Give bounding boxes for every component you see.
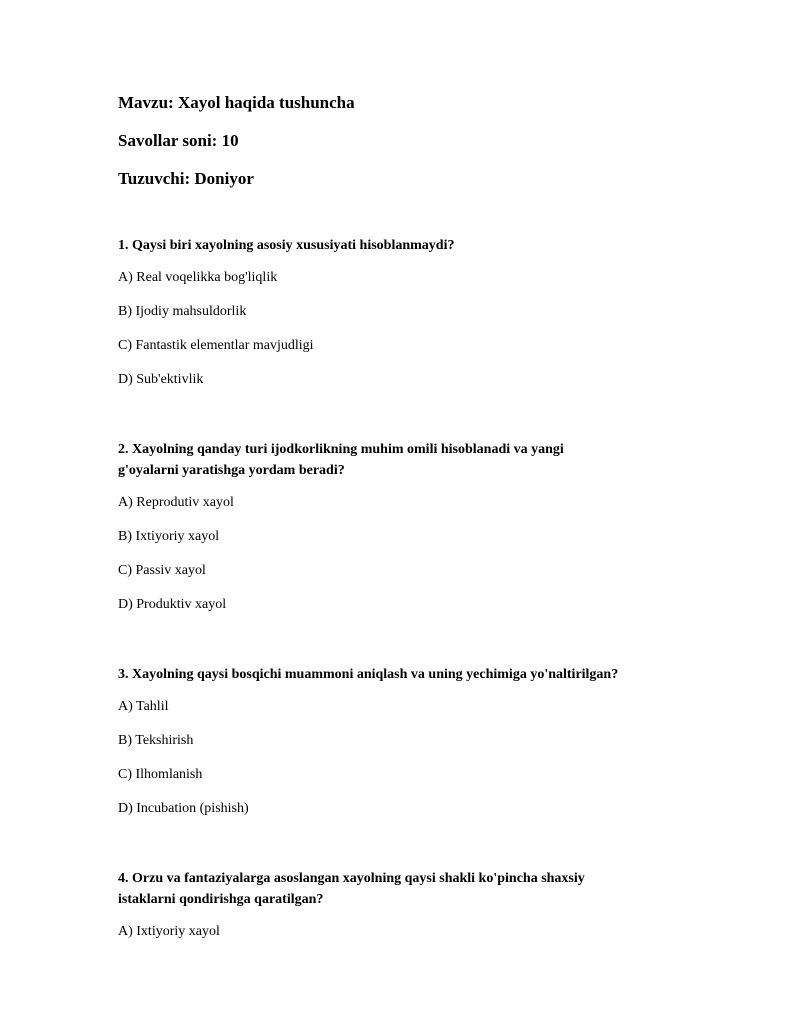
- author-heading: Tuzuvchi: Doniyor: [118, 169, 254, 188]
- question-text-line: 4. Orzu va fantaziyalarga asoslangan xayolning qaysi shakli ko'pincha shaxsiy: [118, 871, 585, 886]
- question-text-line: istaklarni qondirishga qaratilgan?: [118, 892, 324, 907]
- document-header: [118, 93, 718, 189]
- question-text: 3. Xayolning qaysi bosqichi muammoni aniqlash va uning yechimiga yo'naltirilgan?: [118, 667, 619, 682]
- answer-option: B) Ixtiyoriy xayol: [118, 529, 220, 544]
- question-text-line: 2. Xayolning qanday turi ijodkorlikning muhim omili hisoblanadi va yangi: [118, 442, 564, 457]
- question-4: [118, 868, 718, 941]
- topic-heading: Mavzu: Xayol haqida tushuncha: [118, 93, 355, 112]
- answer-option: D) Sub'ektivlik: [118, 372, 204, 387]
- answer-option: D) Produktiv xayol: [118, 597, 227, 612]
- answer-option: B) Tekshirish: [118, 733, 194, 748]
- answer-option: C) Fantastik elementlar mavjudligi: [118, 338, 314, 353]
- question-2: [118, 439, 718, 614]
- answer-option: C) Passiv xayol: [118, 563, 206, 578]
- question-3: [118, 664, 718, 818]
- question-text: [118, 868, 718, 910]
- question-text-line: g'oyalarni yaratishga yordam beradi?: [118, 463, 345, 478]
- question-text: 1. Qaysi biri xayolning asosiy xususiyati hisoblanmaydi?: [118, 238, 455, 253]
- document-content: [118, 93, 718, 957]
- question-text: [118, 439, 718, 481]
- answer-option: C) Ilhomlanish: [118, 767, 203, 782]
- question-1: [118, 235, 718, 389]
- answer-option: A) Real voqelikka bog'liqlik: [118, 270, 278, 285]
- answer-option: B) Ijodiy mahsuldorlik: [118, 304, 247, 319]
- answer-option: D) Incubation (pishish): [118, 801, 249, 816]
- answer-option: A) Tahlil: [118, 699, 169, 714]
- question-count-heading: Savollar soni: 10: [118, 131, 239, 150]
- answer-option: A) Reprodutiv xayol: [118, 495, 234, 510]
- answer-option: A) Ixtiyoriy xayol: [118, 924, 220, 939]
